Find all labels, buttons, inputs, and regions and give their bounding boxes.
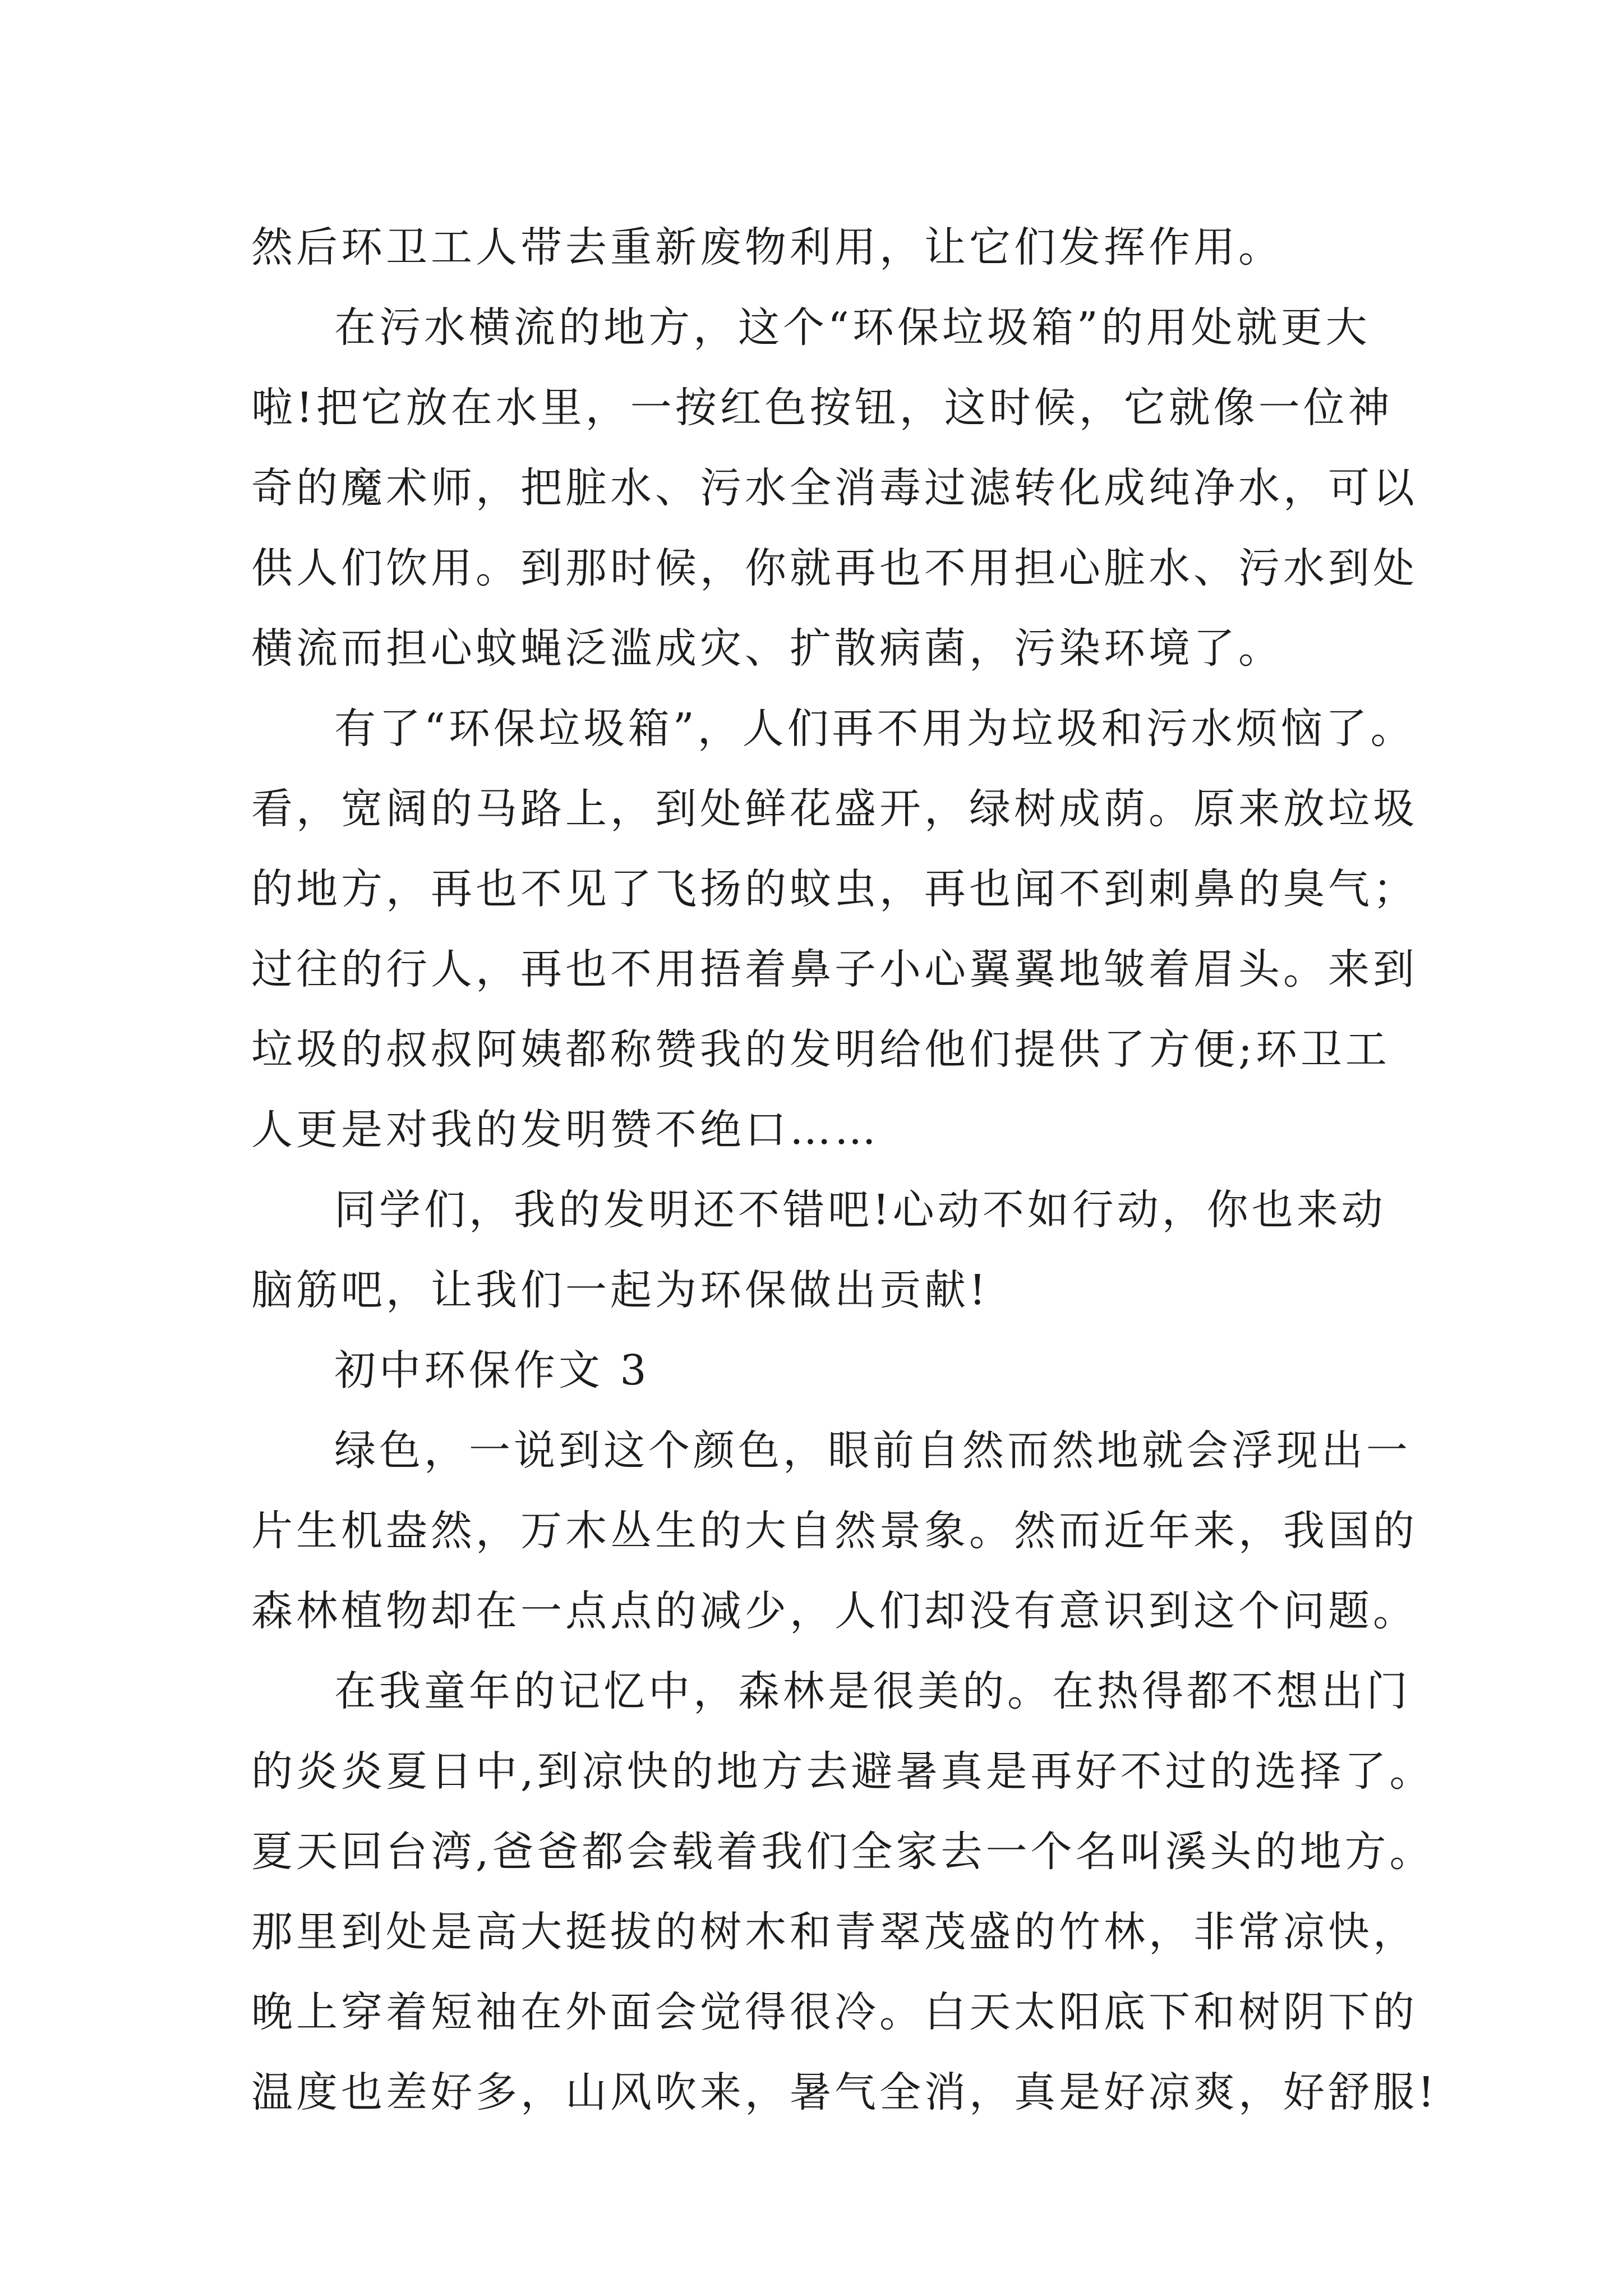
text-line: 晚上穿着短袖在外面会觉得很冷。白天太阳底下和树阴下的	[251, 1988, 1418, 2036]
text-line: 啦!把它放在水里，一按红色按钮，这时候，它就像一位神	[251, 384, 1393, 432]
text-line: 有了“环保垃圾箱”，人们再不用为垃圾和污水烦恼了。	[334, 705, 1415, 753]
text-line: 初中环保作文 3	[334, 1346, 650, 1395]
text-line: 的地方，再也不见了飞扬的蚊虫，再也闻不到刺鼻的臭气；	[251, 865, 1418, 913]
text-line: 脑筋吧，让我们一起为环保做出贡献!	[251, 1266, 989, 1314]
text-line: 在我童年的记忆中，森林是很美的。在热得都不想出门	[334, 1667, 1411, 1715]
text-line: 人更是对我的发明赞不绝口……	[251, 1106, 879, 1154]
text-line: 同学们，我的发明还不错吧!心动不如行动，你也来动	[334, 1186, 1386, 1234]
text-line: 过往的行人，再也不用捂着鼻子小心翼翼地皱着眉头。来到	[251, 945, 1418, 993]
text-line: 然后环卫工人带去重新废物利用，让它们发挥作用。	[251, 223, 1283, 272]
text-line: 垃圾的叔叔阿姨都称赞我的发明给他们提供了方便;环卫工	[251, 1025, 1390, 1074]
text-line: 奇的魔术师，把脏水、污水全消毒过滤转化成纯净水，可以	[251, 464, 1418, 512]
text-line: 那里到处是高大挺拔的树木和青翠茂盛的竹林，非常凉快，	[251, 1908, 1418, 1956]
text-line: 森林植物却在一点点的减少，人们却没有意识到这个问题。	[251, 1587, 1418, 1635]
text-line: 看，宽阔的马路上，到处鲜花盛开，绿树成荫。原来放垃圾	[251, 785, 1418, 833]
text-line: 夏天回台湾,爸爸都会载着我们全家去一个名叫溪头的地方。	[251, 1828, 1435, 1876]
text-line: 的炎炎夏日中,到凉快的地方去避暑真是再好不过的选择了。	[251, 1747, 1435, 1796]
text-line: 温度也差好多，山风吹来，暑气全消，真是好凉爽，好舒服!	[251, 2068, 1438, 2116]
text-line: 供人们饮用。到那时候，你就再也不用担心脏水、污水到处	[251, 544, 1418, 592]
text-line: 横流而担心蚊蝇泛滥成灾、扩散病菌，污染环境了。	[251, 624, 1283, 673]
text-line: 片生机盎然，万木丛生的大自然景象。然而近年来，我国的	[251, 1507, 1418, 1555]
text-line: 绿色，一说到这个颜色，眼前自然而然地就会浮现出一	[334, 1427, 1411, 1475]
text-line: 在污水横流的地方，这个“环保垃圾箱”的用处就更大	[334, 303, 1371, 352]
document-body	[251, 208, 1438, 2133]
